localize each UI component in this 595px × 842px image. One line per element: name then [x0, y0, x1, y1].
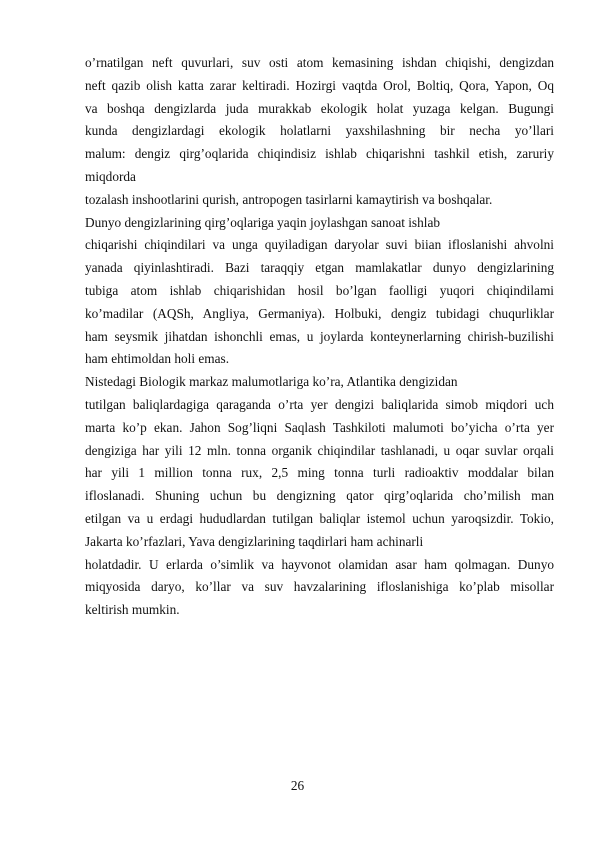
text-line: etilgan va u erdagi hududlardan tutilgan baliqlar istemol uchun yaroqsizdir. Tokio,	[85, 510, 554, 526]
text-line: holatdadir. U erlarda o’simlik va hayvonot olamidan asar ham qolmagan. Dunyo	[85, 556, 554, 572]
text-line: Nistedagi Biologik markaz malumotlariga ko’ra, Atlantika dengizidan	[85, 374, 458, 390]
text-line: har yili 1 million tonna rux, 2,5 ming tonna turli radioaktiv moddalar bilan	[85, 465, 554, 481]
text-line: ham ehtimoldan holi emas.	[85, 351, 230, 367]
text-line: yanada qiyinlashtiradi. Bazi taraqqiy etgan mamlakatlar dunyo dengizlarining	[85, 260, 554, 276]
text-line: miqyosida daryo, ko’llar va suv havzalarining ifloslanishiga ko’plab misollar	[85, 579, 554, 595]
text-line: ifloslanadi. Shuning uchun bu dengizning qator qirg’oqlarida cho’milish man	[85, 488, 554, 504]
text-line: malum: dengiz qirg’oqlarida chiqindisiz ishlab chiqarishni tashkil etish, zaruriy	[85, 146, 554, 162]
text-line: ham seysmik jihatdan ishonchli emas, u joylarda konteynerlarning chirish-buzilishi	[85, 328, 554, 344]
text-line: o’rnatilgan neft quvurlari, suv osti atom kemasining ishdan chiqishi, dengizdan	[85, 55, 554, 70]
text-line: chiqarishi chiqindilari va unga quyiladigan daryolar suvi biian ifloslanishi ahvolni	[85, 237, 554, 253]
text-line: miqdorda	[85, 168, 136, 184]
text-line: tozalash inshootlarini qurish, antropogen tasirlarni kamaytirish va boshqalar.	[85, 191, 493, 207]
text-line: Dunyo dengizlarining qirg’oqlariga yaqin joylashgan sanoat ishlab	[85, 214, 440, 230]
text-line: va boshqa dengizlarda juda murakkab ekologik holat yuzaga kelgan. Bugungi	[85, 100, 554, 116]
text-line: tutilgan baliqlardagiga qaraganda o’rta yer dengizi baliqlarida simob miqdori uch	[85, 396, 554, 412]
body-text	[85, 52, 554, 622]
page-number: 26	[290, 778, 305, 793]
text-line: keltirish mumkin.	[85, 602, 180, 618]
text-line: Jakarta ko’rfazlari, Yava dengizlarining taqdirlari ham achinarli	[85, 533, 424, 549]
text-line: tubiga atom ishlab chiqarishidan hosil bo’lgan faolligi yuqori chiqindilami	[85, 282, 554, 298]
text-line: dengiziga har yili 12 mln. tonna organik chiqindilar tashlanadi, u oqar suvlar orqali	[85, 442, 554, 458]
text-line: marta ko’p ekan. Jahon Sog’liqni Saqlash Tashkiloti malumoti bo’yicha o’rta yer	[85, 419, 554, 435]
text-line: ko’madilar (AQSh, Angliya, Germaniya). Holbuki, dengiz tubidagi chuqurliklar	[85, 305, 554, 321]
text-line: kunda dengizlardagi ekologik holatlarni yaxshilashning bir necha yo’llari	[85, 123, 554, 139]
text-line: neft qazib olish katta zarar keltiradi. Hozirgi vaqtda Orol, Boltiq, Qora, Yapon, Oq	[85, 77, 554, 93]
